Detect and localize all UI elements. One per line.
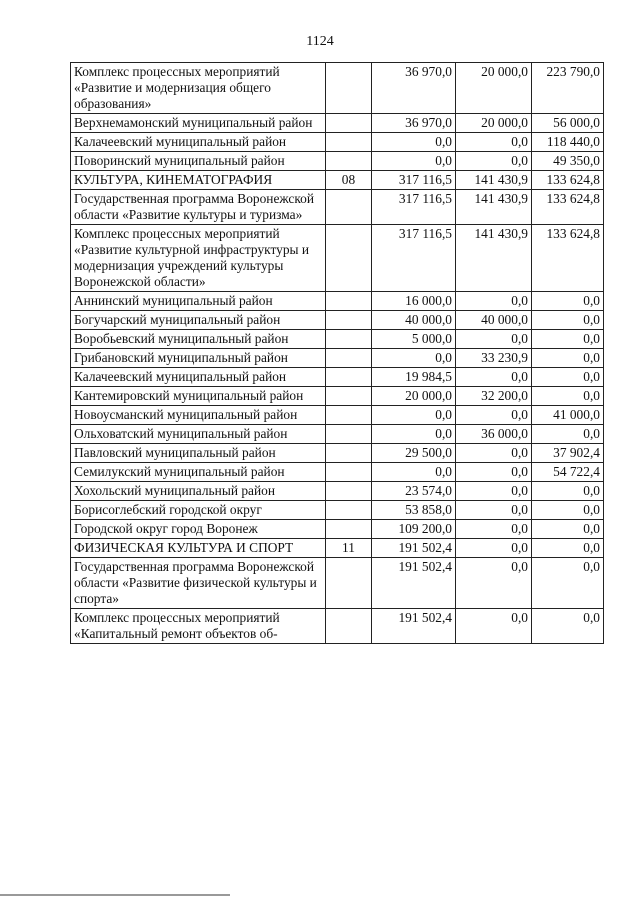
table-row bbox=[71, 368, 604, 387]
row-name-cell: Богучарский муниципальный район bbox=[71, 311, 326, 330]
table-row bbox=[71, 558, 604, 609]
row-name-cell: Калачеевский муниципальный район bbox=[71, 133, 326, 152]
row-value-3-cell: 0,0 bbox=[532, 609, 604, 644]
row-name-cell: Борисоглебский городской округ bbox=[71, 501, 326, 520]
row-name-cell: ФИЗИЧЕСКАЯ КУЛЬТУРА И СПОРТ bbox=[71, 539, 326, 558]
row-value-2-cell: 141 430,9 bbox=[456, 190, 532, 225]
row-code-cell bbox=[326, 152, 372, 171]
row-value-3-cell: 0,0 bbox=[532, 482, 604, 501]
row-code-cell bbox=[326, 190, 372, 225]
table-row bbox=[71, 330, 604, 349]
row-code-cell bbox=[326, 425, 372, 444]
row-value-1-cell: 36 970,0 bbox=[372, 63, 456, 114]
row-value-1-cell: 0,0 bbox=[372, 425, 456, 444]
row-value-1-cell: 0,0 bbox=[372, 406, 456, 425]
row-value-2-cell: 0,0 bbox=[456, 133, 532, 152]
row-name-cell: Поворинский муниципальный район bbox=[71, 152, 326, 171]
row-code-cell bbox=[326, 292, 372, 311]
row-code-cell bbox=[326, 520, 372, 539]
table-row bbox=[71, 190, 604, 225]
row-value-3-cell: 133 624,8 bbox=[532, 190, 604, 225]
budget-table-body bbox=[71, 63, 604, 644]
row-value-2-cell: 0,0 bbox=[456, 482, 532, 501]
row-value-3-cell: 56 000,0 bbox=[532, 114, 604, 133]
table-row bbox=[71, 463, 604, 482]
table-row bbox=[71, 152, 604, 171]
row-value-2-cell: 36 000,0 bbox=[456, 425, 532, 444]
row-code-cell bbox=[326, 482, 372, 501]
row-name-cell: Аннинский муниципальный район bbox=[71, 292, 326, 311]
row-value-2-cell: 0,0 bbox=[456, 330, 532, 349]
table-row bbox=[71, 133, 604, 152]
table-row bbox=[71, 114, 604, 133]
row-value-1-cell: 0,0 bbox=[372, 152, 456, 171]
row-code-cell bbox=[326, 311, 372, 330]
row-value-3-cell: 223 790,0 bbox=[532, 63, 604, 114]
row-code-cell bbox=[326, 463, 372, 482]
row-value-1-cell: 191 502,4 bbox=[372, 558, 456, 609]
row-value-2-cell: 141 430,9 bbox=[456, 171, 532, 190]
row-value-3-cell: 0,0 bbox=[532, 349, 604, 368]
row-value-1-cell: 20 000,0 bbox=[372, 387, 456, 406]
budget-table bbox=[70, 62, 604, 644]
row-code-cell bbox=[326, 609, 372, 644]
row-value-3-cell: 0,0 bbox=[532, 425, 604, 444]
row-value-1-cell: 0,0 bbox=[372, 349, 456, 368]
row-name-cell: Комплекс процессных мероприятий «Капитальный ремонт объектов об- bbox=[71, 609, 326, 644]
table-row bbox=[71, 501, 604, 520]
row-value-3-cell: 118 440,0 bbox=[532, 133, 604, 152]
table-row bbox=[71, 171, 604, 190]
row-value-1-cell: 0,0 bbox=[372, 463, 456, 482]
row-value-3-cell: 0,0 bbox=[532, 558, 604, 609]
row-value-2-cell: 0,0 bbox=[456, 609, 532, 644]
row-value-1-cell: 40 000,0 bbox=[372, 311, 456, 330]
row-name-cell: Павловский муниципальный район bbox=[71, 444, 326, 463]
row-name-cell: Новоусманский муниципальный район bbox=[71, 406, 326, 425]
row-value-3-cell: 0,0 bbox=[532, 387, 604, 406]
page-edge-mark bbox=[0, 894, 230, 896]
row-value-1-cell: 317 116,5 bbox=[372, 225, 456, 292]
table-row bbox=[71, 539, 604, 558]
row-value-2-cell: 32 200,0 bbox=[456, 387, 532, 406]
row-value-1-cell: 191 502,4 bbox=[372, 539, 456, 558]
row-value-2-cell: 40 000,0 bbox=[456, 311, 532, 330]
table-row bbox=[71, 406, 604, 425]
row-name-cell: Грибановский муниципальный район bbox=[71, 349, 326, 368]
row-code-cell bbox=[326, 63, 372, 114]
row-value-2-cell: 0,0 bbox=[456, 292, 532, 311]
row-value-2-cell: 0,0 bbox=[456, 368, 532, 387]
row-name-cell: КУЛЬТУРА, КИНЕМАТОГРАФИЯ bbox=[71, 171, 326, 190]
row-code-cell: 08 bbox=[326, 171, 372, 190]
row-value-3-cell: 54 722,4 bbox=[532, 463, 604, 482]
row-code-cell bbox=[326, 114, 372, 133]
row-value-3-cell: 133 624,8 bbox=[532, 171, 604, 190]
row-value-1-cell: 5 000,0 bbox=[372, 330, 456, 349]
row-code-cell: 11 bbox=[326, 539, 372, 558]
row-value-1-cell: 36 970,0 bbox=[372, 114, 456, 133]
row-value-2-cell: 33 230,9 bbox=[456, 349, 532, 368]
row-name-cell: Семилукский муниципальный район bbox=[71, 463, 326, 482]
row-code-cell bbox=[326, 133, 372, 152]
row-code-cell bbox=[326, 444, 372, 463]
row-value-2-cell: 0,0 bbox=[456, 539, 532, 558]
row-value-1-cell: 0,0 bbox=[372, 133, 456, 152]
row-name-cell: Комплекс процессных мероприятий «Развитие культурной инфраструктуры и модернизация учреждений культуры Воронежской области» bbox=[71, 225, 326, 292]
row-code-cell bbox=[326, 387, 372, 406]
row-value-1-cell: 19 984,5 bbox=[372, 368, 456, 387]
row-name-cell: Верхнемамонский муниципальный район bbox=[71, 114, 326, 133]
row-name-cell: Государственная программа Воронежской области «Развитие физической культуры и спорта» bbox=[71, 558, 326, 609]
row-name-cell: Комплекс процессных мероприятий «Развитие и модернизация общего образования» bbox=[71, 63, 326, 114]
table-row bbox=[71, 520, 604, 539]
row-value-2-cell: 20 000,0 bbox=[456, 114, 532, 133]
row-value-3-cell: 0,0 bbox=[532, 292, 604, 311]
row-name-cell: Воробьевский муниципальный район bbox=[71, 330, 326, 349]
row-value-2-cell: 0,0 bbox=[456, 406, 532, 425]
row-value-1-cell: 317 116,5 bbox=[372, 171, 456, 190]
row-value-1-cell: 16 000,0 bbox=[372, 292, 456, 311]
row-code-cell bbox=[326, 368, 372, 387]
row-code-cell bbox=[326, 225, 372, 292]
table-row bbox=[71, 609, 604, 644]
row-value-3-cell: 133 624,8 bbox=[532, 225, 604, 292]
row-name-cell: Городской округ город Воронеж bbox=[71, 520, 326, 539]
row-value-2-cell: 0,0 bbox=[456, 501, 532, 520]
table-row bbox=[71, 387, 604, 406]
row-value-3-cell: 0,0 bbox=[532, 311, 604, 330]
table-row bbox=[71, 63, 604, 114]
row-name-cell: Хохольский муниципальный район bbox=[71, 482, 326, 501]
row-name-cell: Кантемировский муниципальный район bbox=[71, 387, 326, 406]
row-value-2-cell: 141 430,9 bbox=[456, 225, 532, 292]
row-value-1-cell: 317 116,5 bbox=[372, 190, 456, 225]
table-row bbox=[71, 349, 604, 368]
row-code-cell bbox=[326, 349, 372, 368]
row-value-2-cell: 0,0 bbox=[456, 444, 532, 463]
row-name-cell: Государственная программа Воронежской области «Развитие культуры и туризма» bbox=[71, 190, 326, 225]
row-value-2-cell: 0,0 bbox=[456, 520, 532, 539]
row-value-3-cell: 0,0 bbox=[532, 330, 604, 349]
row-code-cell bbox=[326, 558, 372, 609]
row-value-3-cell: 0,0 bbox=[532, 501, 604, 520]
row-value-2-cell: 0,0 bbox=[456, 152, 532, 171]
table-row bbox=[71, 444, 604, 463]
row-value-3-cell: 37 902,4 bbox=[532, 444, 604, 463]
row-value-1-cell: 53 858,0 bbox=[372, 501, 456, 520]
table-row bbox=[71, 311, 604, 330]
page-number: 1124 bbox=[306, 34, 334, 49]
row-value-2-cell: 20 000,0 bbox=[456, 63, 532, 114]
row-value-3-cell: 0,0 bbox=[532, 368, 604, 387]
row-name-cell: Ольховатский муниципальный район bbox=[71, 425, 326, 444]
table-row bbox=[71, 425, 604, 444]
row-value-3-cell: 49 350,0 bbox=[532, 152, 604, 171]
row-code-cell bbox=[326, 330, 372, 349]
table-row bbox=[71, 292, 604, 311]
table-row bbox=[71, 482, 604, 501]
row-value-2-cell: 0,0 bbox=[456, 558, 532, 609]
row-value-3-cell: 0,0 bbox=[532, 520, 604, 539]
row-value-1-cell: 109 200,0 bbox=[372, 520, 456, 539]
row-name-cell: Калачеевский муниципальный район bbox=[71, 368, 326, 387]
table-row bbox=[71, 225, 604, 292]
row-code-cell bbox=[326, 406, 372, 425]
row-value-1-cell: 23 574,0 bbox=[372, 482, 456, 501]
row-value-2-cell: 0,0 bbox=[456, 463, 532, 482]
row-value-1-cell: 29 500,0 bbox=[372, 444, 456, 463]
row-code-cell bbox=[326, 501, 372, 520]
row-value-3-cell: 0,0 bbox=[532, 539, 604, 558]
row-value-1-cell: 191 502,4 bbox=[372, 609, 456, 644]
row-value-3-cell: 41 000,0 bbox=[532, 406, 604, 425]
